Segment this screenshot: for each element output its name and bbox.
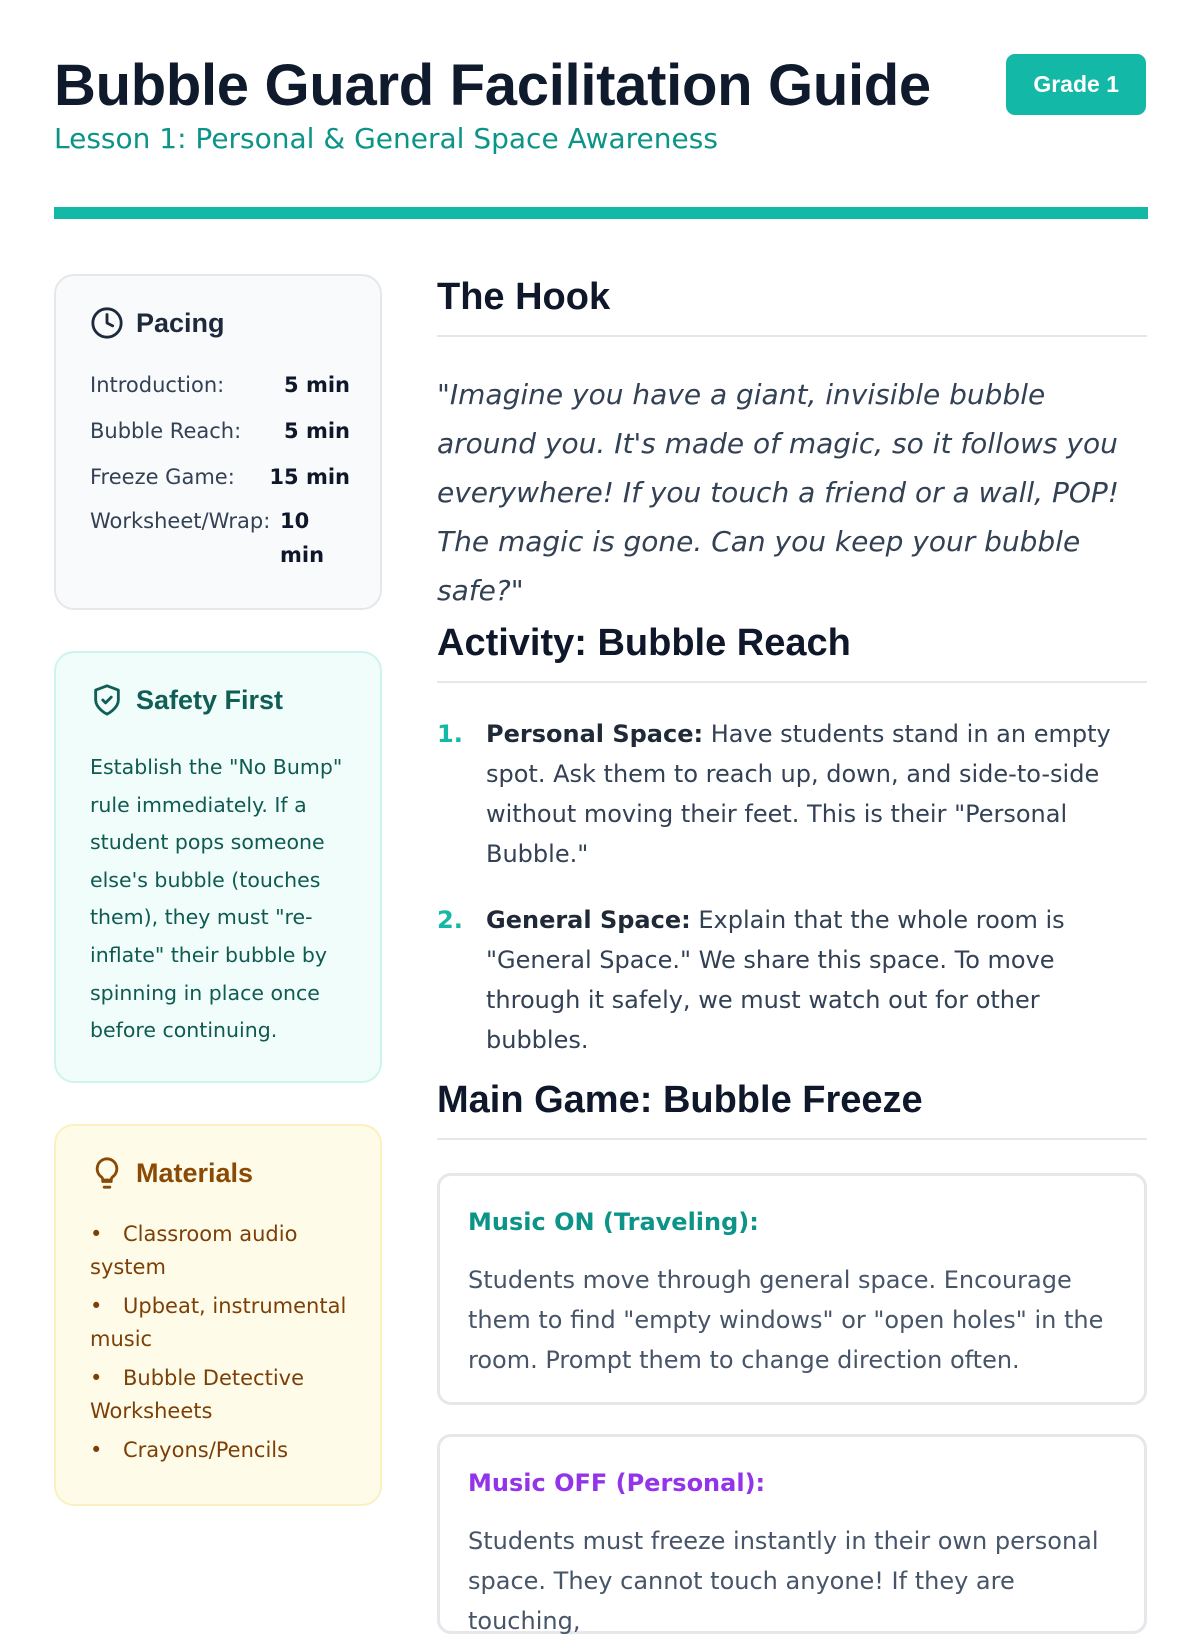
pacing-header bbox=[90, 306, 225, 340]
materials-list bbox=[90, 1218, 360, 1473]
step-label: Personal Space: bbox=[486, 720, 704, 748]
step-text: Explain that the whole room is "General Space." We share this space. To move through it safely, we must watch out for other bubbles. bbox=[486, 906, 1065, 1054]
pacing-value: 5 min bbox=[284, 419, 350, 443]
material-label: Bubble Detective Worksheets bbox=[90, 1366, 305, 1423]
hook-heading: The Hook bbox=[437, 276, 1147, 337]
hook-quote: "Imagine you have a giant, invisible bubble around you. It's made of magic, so it follows you everywhere! If you touch a friend or a wall, POP! The magic is gone. Can you keep your bubble safe?" bbox=[437, 378, 1120, 607]
pacing-label: Freeze Game: bbox=[90, 465, 235, 489]
page-header bbox=[54, 50, 1146, 155]
music-on-card bbox=[437, 1173, 1147, 1405]
materials-header bbox=[90, 1156, 253, 1190]
header-divider bbox=[54, 207, 1148, 219]
list-item: • Bubble Detective Worksheets bbox=[90, 1366, 305, 1423]
clock-icon bbox=[90, 306, 124, 340]
pacing-label: Introduction: bbox=[90, 373, 225, 397]
material-label: Classroom audio system bbox=[90, 1222, 298, 1279]
pacing-row bbox=[90, 508, 350, 572]
music-off-card bbox=[437, 1434, 1147, 1634]
pacing-title: Pacing bbox=[136, 307, 225, 338]
step-number: 1. bbox=[437, 720, 463, 748]
list-item: • Upbeat, instrumental music bbox=[90, 1294, 347, 1351]
page-title: Bubble Guard Facilitation Guide bbox=[54, 53, 931, 118]
pacing-value: 10 min bbox=[280, 509, 325, 567]
pacing-value: 5 min bbox=[284, 373, 350, 397]
shield-check-icon bbox=[90, 683, 124, 717]
reach-heading: Activity: Bubble Reach bbox=[437, 622, 1147, 683]
card-text: Students must freeze instantly in their own personal space. They cannot touch anyone! If they are touching, bbox=[468, 1527, 1099, 1635]
materials-title: Materials bbox=[136, 1157, 254, 1188]
material-label: Crayons/Pencils bbox=[123, 1438, 289, 1462]
pacing-card bbox=[54, 274, 382, 610]
lightbulb-icon bbox=[90, 1156, 124, 1190]
safety-title: Safety First bbox=[136, 684, 284, 715]
freeze-heading: Main Game: Bubble Freeze bbox=[437, 1079, 1147, 1140]
list-item: • Crayons/Pencils bbox=[90, 1438, 289, 1462]
reach-steps bbox=[437, 714, 1149, 1086]
lesson-subtitle: Lesson 1: Personal & General Space Awareness bbox=[54, 122, 718, 155]
list-item: • Classroom audio system bbox=[90, 1222, 298, 1279]
materials-card bbox=[54, 1124, 382, 1506]
step-number: 2. bbox=[437, 906, 463, 934]
grade-badge: Grade 1 bbox=[1006, 54, 1146, 115]
card-label: Music OFF (Personal): bbox=[468, 1469, 766, 1497]
card-label: Music ON (Traveling): bbox=[468, 1208, 759, 1236]
pacing-row bbox=[90, 372, 350, 398]
safety-header bbox=[90, 683, 283, 717]
pacing-label: Bubble Reach: bbox=[90, 419, 242, 443]
pacing-row bbox=[90, 418, 350, 444]
safety-card bbox=[54, 651, 382, 1083]
pacing-value: 15 min bbox=[269, 465, 350, 489]
material-label: Upbeat, instrumental music bbox=[90, 1294, 347, 1351]
safety-text: Establish the "No Bump" rule immediately. If a student pops someone else's bubble (touches them), they must "re-inflate" their bubble by spinning in place once before continuing. bbox=[90, 755, 343, 1043]
pacing-row bbox=[90, 464, 350, 490]
list-item bbox=[437, 900, 1149, 1060]
list-item bbox=[437, 714, 1149, 874]
step-text: Have students stand in an empty spot. Ask them to reach up, down, and side-to-side without moving their feet. This is their "Personal Bubble." bbox=[486, 720, 1111, 868]
step-label: General Space: bbox=[486, 906, 691, 934]
card-text: Students move through general space. Encourage them to find "empty windows" or "open holes" in the room. Prompt them to change direction often. bbox=[468, 1266, 1104, 1374]
pacing-list bbox=[90, 372, 350, 592]
pacing-label: Worksheet/Wrap: bbox=[90, 509, 271, 533]
